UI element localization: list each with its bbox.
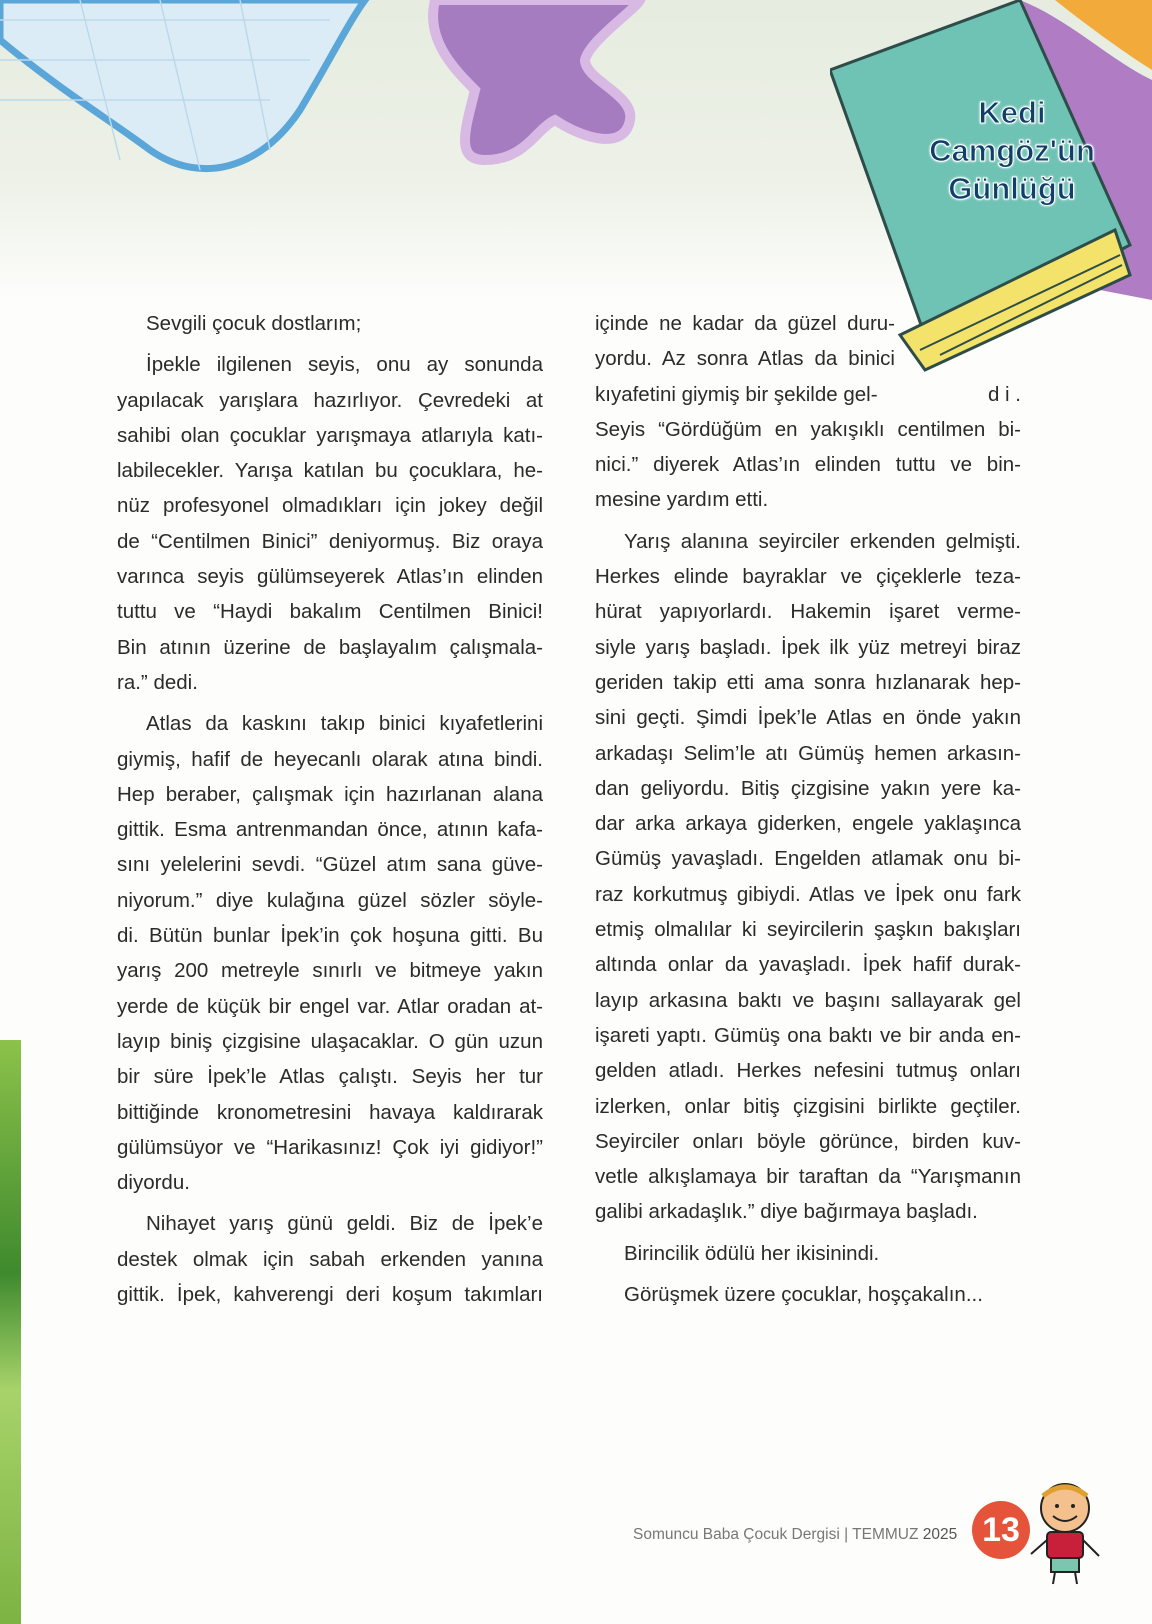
text-line: Atlas da kaskını takıp binici kıyafetlerini	[146, 712, 543, 736]
green-edge-strip	[0, 1040, 21, 1624]
text-line: de “Centilmen Binici” deniyormuş. Biz oraya	[117, 529, 543, 553]
text-line: izlerken, onlar bitiş çizgisini birlikte geçtiler.	[595, 1094, 1021, 1118]
text-line: içinde ne kadar da güzel duru-	[595, 312, 895, 335]
text-line: layıp arkasına baktı ve başını sallayarak gel	[595, 988, 1021, 1012]
text-line: gülümsüyor ve “Harikasınız! Çok iyi gidiyor!”	[117, 1135, 543, 1159]
paragraph	[117, 306, 543, 341]
article-column-right	[595, 306, 1021, 1318]
text-line: mesine yardım etti.	[595, 488, 769, 512]
text-line: arkadaşı Selim’le atı Gümüş hemen arkasın-	[595, 741, 1021, 765]
text-line: bir süre İpek’le Atlas çalıştı. Seyis her tur	[117, 1065, 543, 1089]
text-line: Gümüş yavaşladı. Engelden atlamak onu bi-	[595, 847, 1021, 871]
issue-month: TEMMUZ	[852, 1526, 919, 1543]
text-line: bittiğinde kronometresini havaya kaldırarak	[117, 1100, 543, 1124]
text-line: diyordu.	[117, 1171, 190, 1195]
text-line: destek olmak için sabah erkenden yanına	[117, 1247, 543, 1271]
text-line: vetle alkışlamaya bir taraftan da “Yarışmanın	[595, 1165, 1021, 1189]
text-line: Bin atının üzerine de başlayalım çalışmala-	[117, 635, 543, 659]
text-line: Sevgili çocuk dostlarım;	[146, 312, 362, 335]
text-line: Seyis “Gördüğüm en yakışıklı centilmen bi-	[595, 417, 1021, 441]
text-line: dan geliyordu. Bitiş çizgisine yakın yere ka-	[595, 776, 1021, 800]
page-number: 13	[972, 1501, 1030, 1559]
article-column-left	[117, 306, 543, 1318]
text-line: gittik. İpek, kahverengi deri koşum takımları	[117, 1283, 543, 1307]
text-line: işareti yaptı. Gümüş ona baktı ve bir anda en-	[595, 1023, 1021, 1047]
text-line: raz korkutmuş gibiydi. Atlas ve İpek onu fark	[595, 882, 1021, 906]
footer-separator: |	[844, 1526, 849, 1543]
text-line: hürat yapıyorlardı. Hakemin işaret verme-	[595, 600, 1021, 624]
paragraph	[117, 706, 543, 1200]
text-line: yarış 200 metreyle sınırlı ve bitmeye yakın	[117, 959, 543, 983]
text-line: gittik. Esma antrenmandan önce, atının kafa-	[117, 818, 543, 842]
title-line: Kedi	[978, 95, 1046, 130]
text-line: etmiş olmalılar ki seyircilerin şaşkın bakışları	[595, 918, 1021, 942]
text-line	[595, 377, 1021, 412]
text-line: Nihayet yarış günü geldi. Biz de İpek’e	[146, 1212, 543, 1236]
paragraph	[117, 1206, 543, 1312]
text-line: siyle yarış başladı. İpek ilk yüz metreyi biraz	[595, 635, 1021, 659]
text-line: Seyirciler onları böyle görünce, birden kuv-	[595, 1129, 1021, 1153]
paragraph	[117, 347, 543, 700]
blue-wave-decoration	[0, 0, 380, 190]
text-line: ra.” dedi.	[117, 670, 198, 694]
text-line: giymiş, hafif de heyecanlı olarak atına bindi.	[117, 747, 543, 771]
text-line: galibi arkadaşlık.” diye bağırmaya başladı.	[595, 1200, 978, 1224]
text-line: nici.” diyerek Atlas’ın elinden tuttu ve bin-	[595, 453, 1021, 477]
text-line: Hep beraber, çalışmak için hazırlanan alana	[117, 782, 543, 806]
text-line: tuttu ve “Haydi bakalım Centilmen Binici!	[117, 600, 543, 624]
text-line: Yarış alanına seyirciler erkenden gelmişti.	[624, 529, 1021, 553]
diary-title	[892, 94, 1132, 208]
text-line: niyorum.” diye kulağına güzel sözler söyle-	[117, 888, 543, 912]
paragraph	[595, 306, 1021, 518]
paragraph	[595, 1236, 1021, 1271]
text-line: varınca seyis gülümseyerek Atlas’ın elinden	[117, 565, 543, 589]
paragraph	[595, 1277, 1021, 1312]
title-line: Camgöz'ün	[929, 133, 1095, 168]
text-line: dar arka arkaya giderken, engele yaklaşınca	[595, 812, 1021, 836]
text-line: layıp biniş çizgisine ulaşacaklar. O gün uzun	[117, 1029, 543, 1053]
text-line: İpekle ilgilenen seyis, onu ay sonunda	[146, 353, 543, 377]
text-line: yordu. Az sonra Atlas da binici	[595, 347, 895, 371]
text-line: yapılacak yarışlara hazırlıyor. Çevredeki at	[117, 388, 543, 412]
text-line: Herkes elinde bayraklar ve çiçeklerle teza-	[595, 565, 1021, 589]
text-fragment: kıyafetini giymiş bir şekilde gel-	[595, 382, 878, 406]
text-line: altında onlar da yavaşladı. İpek hafif durak-	[595, 953, 1021, 977]
magazine-name: Somuncu Baba Çocuk Dergisi	[633, 1526, 840, 1543]
text-line: labilecekler. Yarışa katılan bu çocuklara, he-	[117, 459, 543, 483]
text-line: sini geçti. Şimdi İpek’le Atlas en önde yakın	[595, 706, 1021, 730]
text-line: di. Bütün bunlar İpek’in çok hoşuna gitti. Bu	[117, 924, 543, 948]
footer-magazine-info	[633, 1526, 957, 1544]
title-line: Günlüğü	[948, 171, 1076, 206]
text-line: geriden takip etti ama sonra hızlanarak hep-	[595, 670, 1021, 694]
text-line: Birincilik ödülü her ikisinindi.	[624, 1241, 880, 1265]
text-line: Görüşmek üzere çocuklar, hoşçakalın...	[624, 1283, 983, 1307]
purple-star-decoration	[415, 0, 665, 170]
paragraph	[595, 524, 1021, 1230]
kid-mascot-icon	[1025, 1478, 1105, 1588]
text-line: sını yelelerini sevdi. “Güzel atım sana güve-	[117, 853, 543, 877]
text-line: nüz profesyonel olmadıkları için jokey değil	[117, 494, 543, 518]
issue-year: 2025	[922, 1526, 958, 1543]
text-line: gelden atladı. Herkes nefesini tutmuş onları	[595, 1059, 1021, 1083]
text-line: sahibi olan çocuklar yarışmaya atlarıyla katı-	[117, 423, 543, 447]
text-fragment: d i .	[987, 382, 1021, 406]
text-line: yerde de küçük bir engel var. Atlar oradan at-	[117, 994, 543, 1018]
